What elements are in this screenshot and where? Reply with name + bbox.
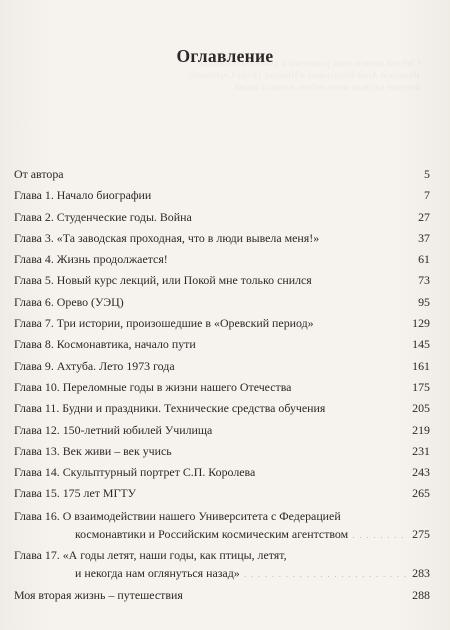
- toc-dot-leader: [128, 294, 415, 306]
- toc-dot-leader: [200, 336, 409, 348]
- toc-entry-label: Глава 4. Жизнь продолжается!: [14, 252, 168, 267]
- toc-entry: [14, 270, 430, 291]
- toc-entry-label: Глава 14. Скульптурный портрет С.П. Королева: [14, 465, 256, 480]
- toc-entry-label-continued: космонавтики и Российским космическим агентством: [75, 526, 349, 541]
- toc-entry-label: Глава 17. «А годы летят, наши годы, как птицы, летят,: [14, 547, 287, 562]
- toc-page-number: 145: [412, 337, 430, 352]
- toc-entry-label: Глава 8. Космонавтика, начало пути: [14, 337, 196, 352]
- toc-entry-last-line: [14, 525, 430, 543]
- toc-entry-label: Глава 1. Начало биографии: [14, 188, 152, 203]
- toc-page-number: 275: [412, 526, 430, 541]
- toc-dot-leader: [179, 358, 410, 370]
- toc-entry: [14, 462, 430, 483]
- page-title: Оглавление: [176, 46, 274, 66]
- toc-entry: [14, 313, 430, 334]
- toc-entry: [14, 356, 430, 377]
- toc-dot-leader: [295, 379, 409, 391]
- bleed-through-line: [90, 70, 420, 82]
- toc-entry-last-line: [14, 564, 430, 582]
- toc-dot-leader: [352, 526, 409, 538]
- toc-entry: [14, 585, 430, 606]
- toc-page-number: 27: [418, 209, 430, 224]
- toc-entry-label: Глава 10. Переломные годы в жизни нашего Отечества: [14, 379, 292, 394]
- toc-page-number: 219: [412, 422, 430, 437]
- toc-entry: [14, 398, 430, 419]
- toc-dot-leader: [140, 486, 409, 498]
- toc-page-number: 5: [424, 167, 430, 181]
- toc-page-number: 37: [418, 230, 430, 245]
- toc-dot-leader: [172, 251, 415, 263]
- toc-entry-label: Глава 16. О взаимодействии нашего Университета с Федерацией: [14, 508, 341, 523]
- toc-dot-leader: [259, 464, 409, 476]
- toc-dot-leader: [318, 315, 410, 327]
- toc-dot-leader: [316, 273, 415, 285]
- toc-entry: [14, 249, 430, 270]
- toc-dot-leader: [68, 166, 421, 178]
- toc-entry: [14, 334, 430, 355]
- toc-entry-label: Глава 7. Три истории, произошедшие в «Оревский период»: [14, 316, 314, 331]
- toc-page-number: 61: [418, 252, 430, 267]
- toc-entry-label: Глава 13. Век живи – век учись: [14, 443, 172, 458]
- toc-page-number: 73: [418, 273, 430, 288]
- toc-entry-label: От автора: [14, 167, 64, 181]
- toc-entry-label: Глава 12. 150-летний юбилей Училища: [14, 422, 213, 437]
- toc-page-number: 205: [412, 401, 430, 416]
- toc-entry-label: Глава 6. Орево (УЭЦ): [14, 294, 124, 309]
- toc-entry: [14, 228, 430, 249]
- bleed-through-line: [90, 82, 420, 94]
- toc-entry: [14, 207, 430, 228]
- table-of-contents: [14, 164, 430, 606]
- toc-entry-label: Глава 9. Ахтуба. Лето 1973 года: [14, 358, 175, 373]
- toc-dot-leader: [216, 422, 409, 434]
- toc-entry-multiline: [14, 507, 430, 543]
- toc-entry-label: Глава 5. Новый курс лекций, или Покой мне только снился: [14, 273, 312, 288]
- toc-page-number: 288: [412, 587, 430, 602]
- toc-dot-leader: [329, 400, 409, 412]
- toc-page-number: 231: [412, 443, 430, 458]
- toc-entry: [14, 292, 430, 313]
- toc-entry: [14, 377, 430, 398]
- toc-entry-label: Глава 11. Будни и праздники. Технические средства обучения: [14, 401, 326, 416]
- toc-entry: [14, 164, 430, 185]
- toc-dot-leader: [176, 443, 409, 455]
- toc-entry: [14, 420, 430, 441]
- toc-entry: [14, 185, 430, 206]
- toc-page-number: 7: [424, 188, 430, 203]
- toc-dot-leader: [323, 230, 415, 242]
- toc-entry-label: Моя вторая жизнь – путешествия: [14, 587, 183, 602]
- toc-entry-multiline: [14, 546, 430, 582]
- toc-dot-leader: [244, 565, 409, 577]
- toc-page-number: 283: [412, 565, 430, 580]
- toc-dot-leader: [155, 187, 421, 199]
- toc-page-number: 243: [412, 465, 430, 480]
- toc-page-number: 95: [418, 294, 430, 309]
- toc-entry-label: Глава 3. «Та заводская проходная, что в люди вывела меня!»: [14, 230, 320, 245]
- toc-entry-label-continued: и некогда нам оглянуться назад»: [75, 565, 240, 580]
- toc-dot-leader: [196, 209, 415, 221]
- toc-entry: [14, 441, 430, 462]
- toc-entry-label: Глава 15. 175 лет МГТУ: [14, 486, 137, 501]
- toc-page-number: 175: [412, 379, 430, 394]
- toc-page-number: 129: [412, 316, 430, 331]
- toc-entry-label: Глава 2. Студенческие годы. Война: [14, 209, 192, 224]
- toc-entry: [14, 483, 430, 504]
- toc-page-number: 265: [412, 486, 430, 501]
- toc-dot-leader: [187, 587, 409, 599]
- toc-page-number: 161: [412, 358, 430, 373]
